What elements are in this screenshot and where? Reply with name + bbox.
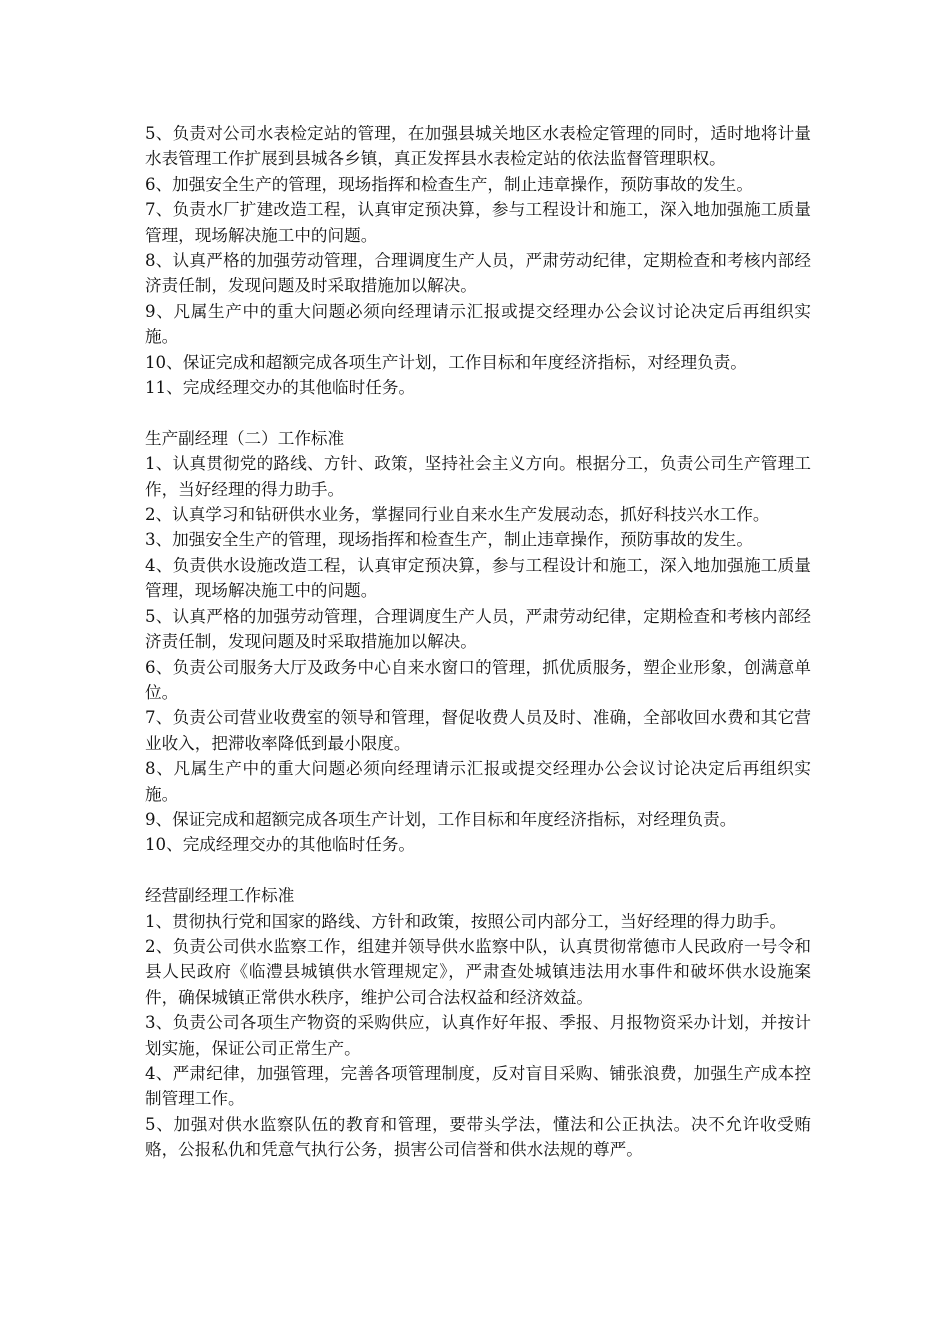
section2-item-9: 9、保证完成和超额完成各项生产计划，工作目标和年度经济指标，对经理负责。 bbox=[145, 809, 737, 829]
section3-heading: 经营副经理工作标准 bbox=[145, 886, 295, 906]
section2-item-7: 7、负责公司营业收费室的领导和管理，督促收费人员及时、准确，全部收回水费和其它营业收入，把滞收率降低到最小限度。 bbox=[145, 708, 811, 753]
section-spacer bbox=[145, 858, 811, 883]
section2-item-1: 1、认真贯彻党的路线、方针、政策，坚持社会主义方向。根据分工，负责公司生产管理工作，当好经理的得力助手。 bbox=[145, 454, 811, 499]
section2-item-8: 8、凡属生产中的重大问题必须向经理请示汇报或提交经理办公会议讨论决定后再组织实施。 bbox=[145, 759, 811, 804]
section1-item-8: 8、认真严格的加强劳动管理，合理调度生产人员，严肃劳动纪律，定期检查和考核内部经济责任制，发现问题及时采取措施加以解决。 bbox=[145, 251, 811, 296]
section3-item-3: 3、负责公司各项生产物资的采购供应，认真作好年报、季报、月报物资采办计划，并按计划实施，保证公司正常生产。 bbox=[145, 1013, 811, 1058]
section3-item-4: 4、严肃纪律，加强管理，完善各项管理制度，反对盲目采购、铺张浪费，加强生产成本控制管理工作。 bbox=[145, 1064, 811, 1109]
section2-heading: 生产副经理（二）工作标准 bbox=[145, 428, 345, 448]
section2-item-6: 6、负责公司服务大厅及政务中心自来水窗口的管理，抓优质服务，塑企业形象，创满意单位。 bbox=[145, 657, 811, 702]
section2-item-4: 4、负责供水设施改造工程，认真审定预决算，参与工程设计和施工，深入地加强施工质量管理，现场解决施工中的问题。 bbox=[145, 555, 811, 601]
section1-item-9: 9、凡属生产中的重大问题必须向经理请示汇报或提交经理办公会议讨论决定后再组织实施。 bbox=[145, 301, 811, 347]
section1-item-7: 7、负责水厂扩建改造工程，认真审定预决算，参与工程设计和施工，深入地加强施工质量管理，现场解决施工中的问题。 bbox=[145, 200, 811, 245]
section1-item-6: 6、加强安全生产的管理，现场指挥和检查生产，制止违章操作，预防事故的发生。 bbox=[145, 174, 753, 194]
section3-item-2: 2、负责公司供水监察工作，组建并领导供水监察中队，认真贯彻常德市人民政府一号令和县人民政府《临澧县城镇供水管理规定》，严肃查处城镇违法用水事件和破坏供水设施案件，确保城镇正常供水秩序，维护公司合法权益和经济效益。 bbox=[145, 936, 811, 1007]
section2-item-2: 2、认真学习和钻研供水业务，掌握同行业自来水生产发展动态，抓好科技兴水工作。 bbox=[145, 505, 770, 525]
section2-item-5: 5、认真严格的加强劳动管理，合理调度生产人员，严肃劳动纪律，定期检查和考核内部经济责任制，发现问题及时采取措施加以解决。 bbox=[145, 606, 811, 652]
section2-item-3: 3、加强安全生产的管理，现场指挥和检查生产，制止违章操作，预防事故的发生。 bbox=[145, 530, 753, 550]
section1-item-11: 11、完成经理交办的其他临时任务。 bbox=[145, 378, 416, 398]
section1-item-10: 10、保证完成和超额完成各项生产计划，工作目标和年度经济指标，对经理负责。 bbox=[145, 352, 747, 372]
section2-item-10: 10、完成经理交办的其他临时任务。 bbox=[145, 835, 416, 855]
section3-item-1: 1、贯彻执行党和国家的路线、方针和政策，按照公司内部分工，当好经理的得力助手。 bbox=[145, 911, 787, 931]
document-body bbox=[145, 121, 811, 1163]
section1-item-5: 5、负责对公司水表检定站的管理，在加强县城关地区水表检定管理的同时，适时地将计量水表管理工作扩展到县城各乡镇，真正发挥县水表检定站的依法监督管理职权。 bbox=[145, 124, 811, 169]
section3-item-5: 5、加强对供水监察队伍的教育和管理，要带头学法，懂法和公正执法。决不允许收受贿赂，公报私仇和凭意气执行公务，损害公司信誉和供水法规的尊严。 bbox=[145, 1114, 811, 1160]
section-spacer bbox=[145, 400, 811, 425]
